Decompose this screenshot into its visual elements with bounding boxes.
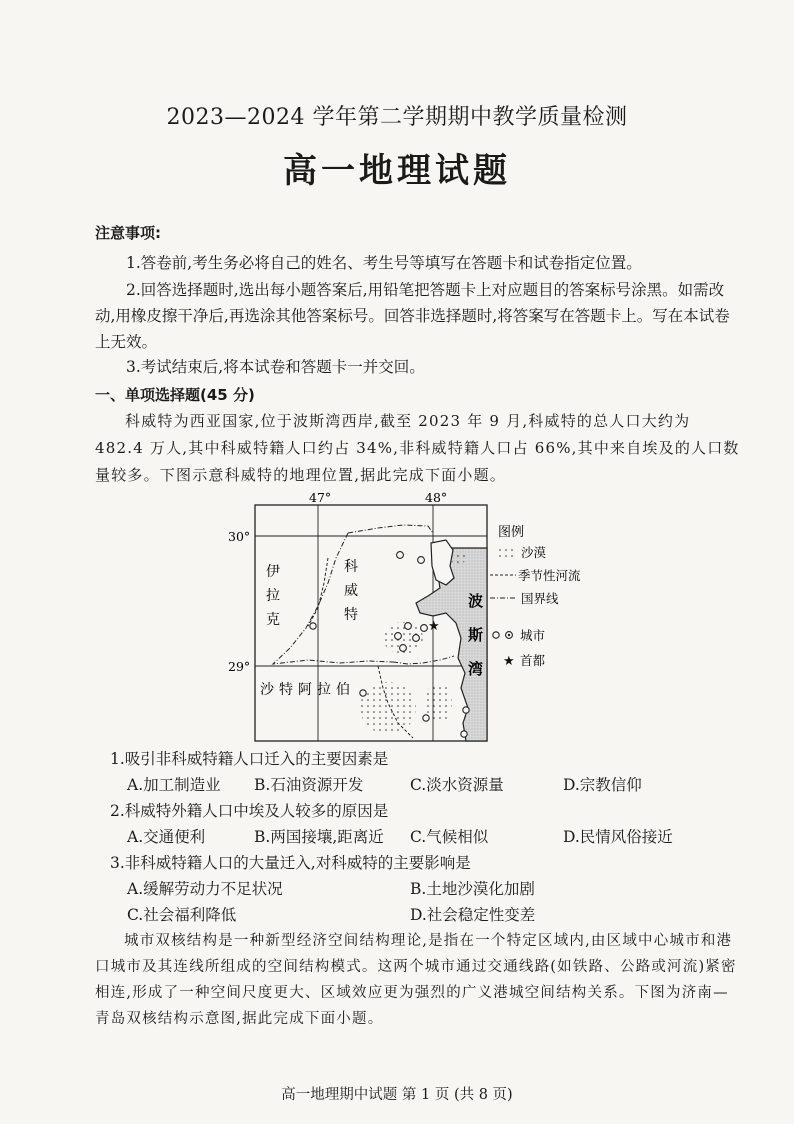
page-footer: 高一地理期中试题 第 1 页 (共 8 页) <box>281 1087 513 1103</box>
legend-desert: 沙漠 <box>521 545 547 560</box>
notice-item-3: 3.考试结束后,将本试卷和答题卡一并交回。 <box>126 358 425 376</box>
q3-option-c: C.社会福利降低 <box>127 906 237 924</box>
question-2-stem: 2.科威特外籍人口中埃及人较多的原因是 <box>110 802 389 820</box>
section-heading: 一、单项选择题(45 分) <box>95 386 255 404</box>
gulf-label-2: 斯 <box>468 626 484 644</box>
iraq-label-3: 克 <box>266 612 280 628</box>
exam-title-line1: 2023—2024 学年第二学期期中教学质量检测 <box>166 105 628 130</box>
q1-option-c: C.淡水资源量 <box>410 776 504 794</box>
question-1-stem: 1.吸引非科威特籍人口迁入的主要因素是 <box>110 750 389 768</box>
q2-option-b: B.两国接壤,距离近 <box>254 828 384 846</box>
capital-star-icon: ★ <box>503 654 515 669</box>
passage-double-core: 城市双核结构是一种新型经济空间结构理论,是指在一个特定区域内,由区域中心城市和港口城市及其连线所组成的空间结构模式。这两个城市通过交通线路(如铁路、公路或河流)紧密相连,形成了一种空间尺度更大、区域效应更为强烈的广义港城空间结构关系。下图为济南—青岛双核结构示意图,据此完成下面小题。 <box>95 933 737 1027</box>
legend-river: 季节性河流 <box>518 568 581 583</box>
q2-option-c: C.气候相似 <box>410 828 489 846</box>
kuwait-map <box>228 488 581 748</box>
q2-option-a: A.交通便利 <box>127 828 206 846</box>
kuwait-label-3: 特 <box>344 607 358 623</box>
lat-30-label: 30° <box>228 529 251 544</box>
q1-option-d: D.宗教信仰 <box>563 776 642 794</box>
notice-heading: 注意事项: <box>95 224 161 242</box>
legend-capital: 首都 <box>520 653 546 668</box>
legend-title: 图例 <box>498 525 525 540</box>
iraq-label-2: 拉 <box>266 588 280 604</box>
saudi-label: 沙特阿拉伯 <box>260 682 355 698</box>
lon-47-label: 47° <box>309 490 332 505</box>
legend-desert-swatch <box>495 546 513 557</box>
exam-title: 高一地理试题 <box>283 151 511 191</box>
gulf-label-1: 波 <box>468 592 484 610</box>
lat-29-label: 29° <box>228 659 251 674</box>
q1-option-b: B.石油资源开发 <box>254 776 364 794</box>
legend-border: 国界线 <box>521 591 559 606</box>
svg-text:★: ★ <box>428 619 440 634</box>
lon-48-label: 48° <box>425 490 448 505</box>
kuwait-label-1: 科 <box>344 559 358 575</box>
notice-item-2: 2.回答选择题时,选出每小题答案后,用铅笔把答题卡上对应题目的答案标号涂黑。如需改动,用橡皮擦干净后,再选涂其他答案标号。回答非选择题时,将答案写在答题卡上。写在本试卷上无效。 <box>95 281 730 351</box>
iraq-label-1: 伊 <box>266 564 280 580</box>
q1-option-a: A.加工制造业 <box>127 776 221 794</box>
q3-option-a: A.缓解劳动力不足状况 <box>127 880 283 898</box>
gulf-label-3: 湾 <box>468 660 484 678</box>
notice-item-1: 1.答卷前,考生务必将自己的姓名、考生号等填写在答题卡和试卷指定位置。 <box>126 254 642 272</box>
q3-option-d: D.社会稳定性变差 <box>410 906 536 924</box>
kuwait-label-2: 威 <box>344 583 358 599</box>
q2-option-d: D.民情风俗接近 <box>563 828 673 846</box>
passage-kuwait: 科威特为西亚国家,位于波斯湾西岸,截至 2023 年 9 月,科威特的总人口大约为 482.4 万人,其中科威特籍人口约占 34%,非科威特籍人口占 66%,其中来自埃及的人口数量较多。下图示意科威特的地理位置,据此完成下面小题。 <box>95 412 740 484</box>
question-3-stem: 3.非科威特籍人口的大量迁入,对科威特的主要影响是 <box>110 854 471 872</box>
legend-city: 城市 <box>520 628 546 643</box>
q3-option-b: B.土地沙漠化加剧 <box>410 880 535 898</box>
